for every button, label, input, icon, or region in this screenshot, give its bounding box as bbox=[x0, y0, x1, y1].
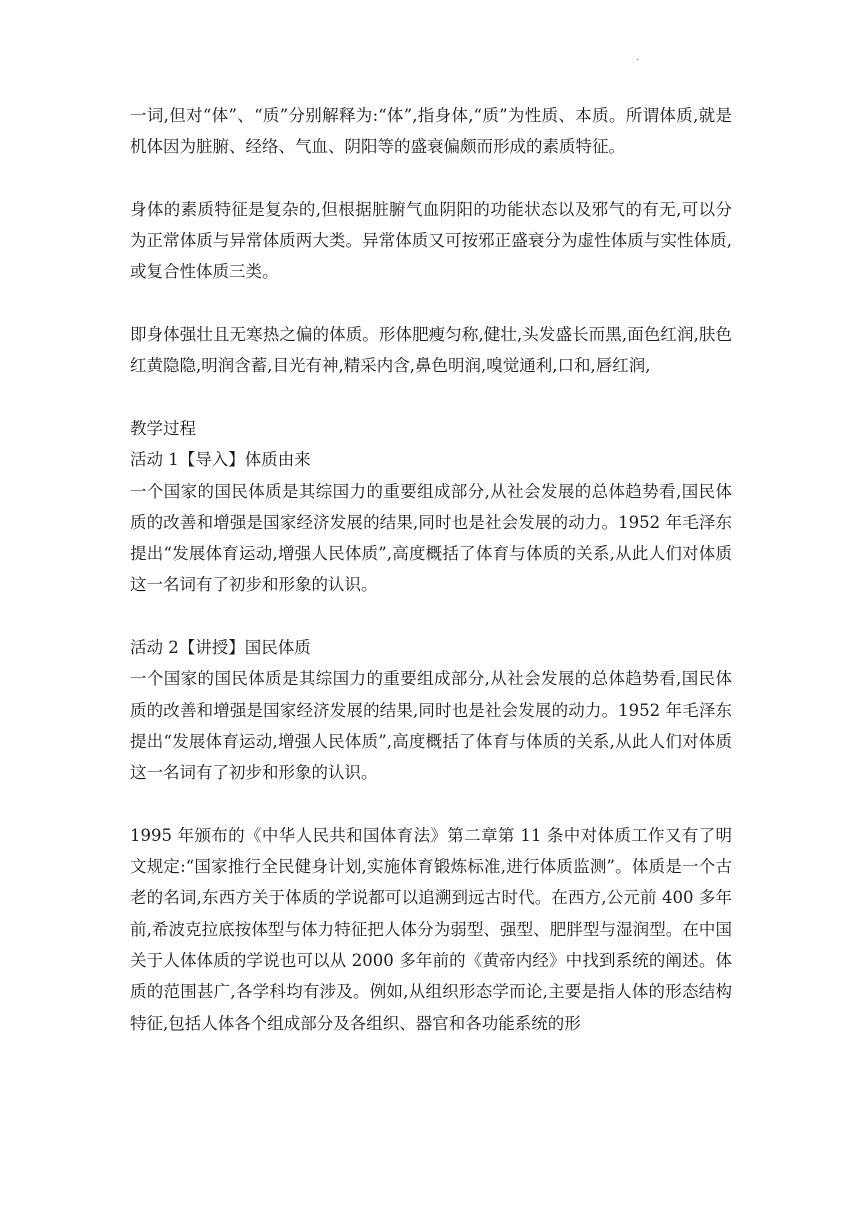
paragraph-gap bbox=[130, 789, 732, 820]
paragraph-gap bbox=[130, 601, 732, 632]
section-title: 教学过程 bbox=[130, 418, 196, 438]
paragraph-gap bbox=[130, 163, 732, 194]
activity-2-body: 一个国家的国民体质是其综国力的重要组成部分,从社会发展的总体趋势看,国民体质的改善和增强是国家经济发展的结果,同时也是社会发展的动力。1952 年毛泽东提出“发展体育运动,增强人民体质”,高度概括了体育与体质的关系,从此人们对体质这一名词有了初步和形象的认识。 bbox=[130, 669, 732, 783]
activity-1-title: 活动 1【导入】体质由来 bbox=[130, 450, 311, 470]
paragraph-constitution-types: 身体的素质特征是复杂的,但根据脏腑气血阴阳的功能状态以及邪气的有无,可以分为正常体质与异常体质两大类。异常体质又可按邪正盛衰分为虚性体质与实性体质,或复合性体质三类。 bbox=[130, 199, 732, 282]
document-body bbox=[130, 100, 732, 1039]
page-mark: · bbox=[636, 54, 640, 65]
paragraph-sports-law: 1995 年颁布的《中华人民共和国体育法》第二章第 11 条中对体质工作又有了明文规定:“国家推行全民健身计划,实施体育锻炼标准,进行体质监测”。体质是一个古老的名词,东西方关于体质的学说都可以追溯到远古时代。在西方,公元前 400 多年前,希波克拉底按体型与体力特征把人体分为弱型、强型、肥胖型与湿润型。在中国关于人体体质的学说也可以从 2000 多年前的《黄帝内经》中找到系统的阐述。体质的范围甚广,各学科均有涉及。例如,从组织形态学而论,主要是指人体的形态结构特征,包括人体各个组成部分及各组织、器官和各功能系统的形 bbox=[130, 825, 732, 1033]
activity-1-body: 一个国家的国民体质是其综国力的重要组成部分,从社会发展的总体趋势看,国民体质的改善和增强是国家经济发展的结果,同时也是社会发展的动力。1952 年毛泽东提出“发展体育运动,增强人民体质”,高度概括了体育与体质的关系,从此人们对体质这一名词有了初步和形象的认识。 bbox=[130, 481, 732, 595]
activity-2-title: 活动 2【讲授】国民体质 bbox=[130, 638, 311, 658]
paragraph-gap bbox=[130, 288, 732, 319]
paragraph-normal-constitution: 即身体强壮且无寒热之偏的体质。形体肥瘦匀称,健壮,头发盛长而黑,面色红润,肤色红黄隐隐,明润含蓄,目光有神,精采内含,鼻色明润,嗅觉通利,口和,唇红润, bbox=[130, 325, 732, 376]
paragraph-constitution-definition: 一词,但对“体”、“质”分别解释为:“体”,指身体,“质”为性质、本质。所谓体质,就是机体因为脏腑、经络、气血、阴阳等的盛衰偏颇而形成的素质特征。 bbox=[130, 106, 732, 157]
paragraph-gap bbox=[130, 382, 732, 413]
